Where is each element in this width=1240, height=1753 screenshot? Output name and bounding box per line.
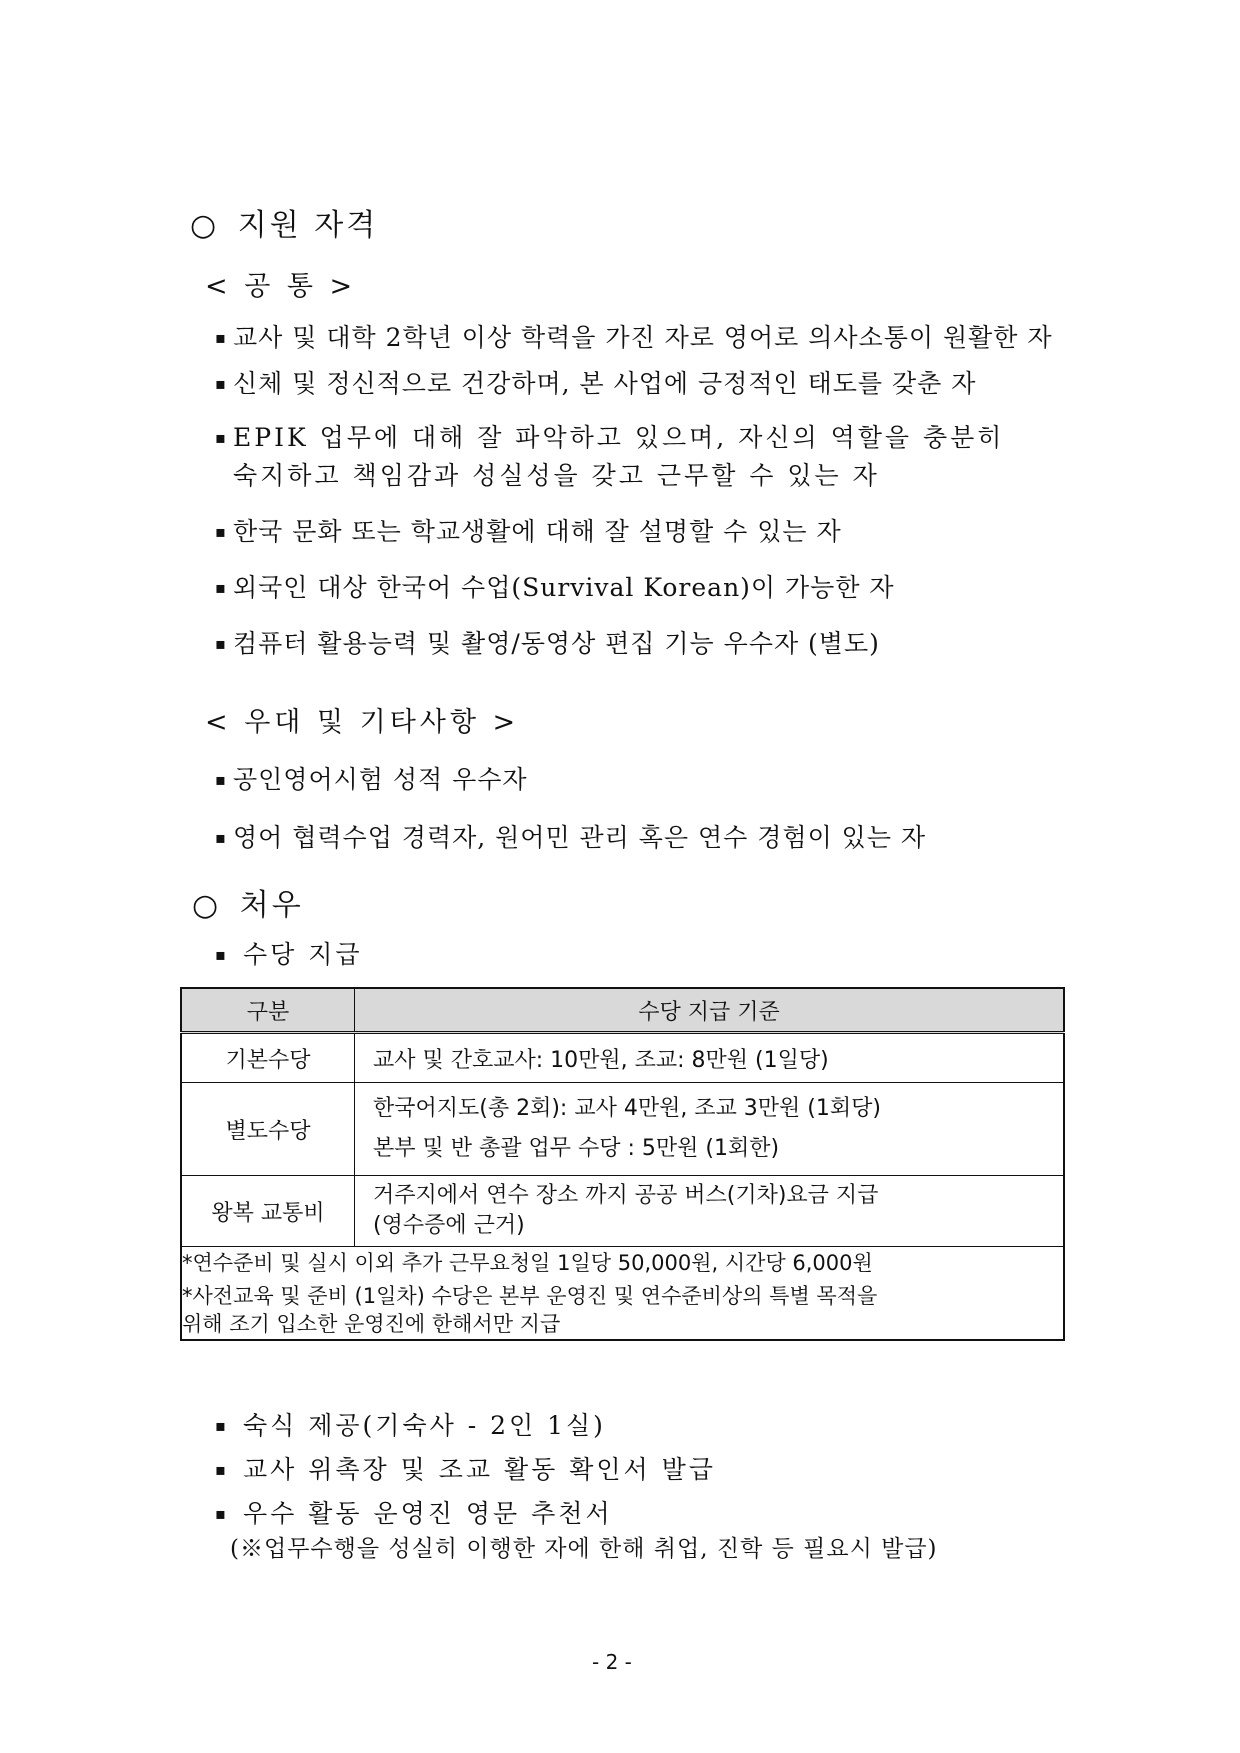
square-bullet-icon: ▪ <box>215 374 227 393</box>
section-heading-qualification <box>190 200 378 244</box>
list-item: ▪ 공인영어시험 성적 우수자 <box>215 765 528 794</box>
table-notes: *연수준비 및 실시 이외 추가 근무요청일 1일당 50,000원, 시간당 6,000원 *사전교육 및 준비 (1일차) 수당은 본부 운영진 및 연수준비상의 특별 목적을 위해 조기 입소한 운영진에 한해서만 지급 <box>181 1247 1064 1341</box>
table-notes-row <box>181 1247 1064 1341</box>
square-bullet-icon: ▪ <box>215 428 229 447</box>
list-item: ▪ 교사 위촉장 및 조교 활동 확인서 발급 <box>215 1455 716 1484</box>
list-item: ▪ 우수 활동 운영진 영문 추천서 <box>215 1499 613 1528</box>
section-title: 처우 <box>239 888 304 923</box>
list-item: ▪ EPIK 업무에 대해 잘 파악하고 있으며, 자신의 역할을 충분히 <box>215 423 1005 452</box>
list-item-continuation: 숙지하고 책임감과 성실성을 갖고 근무할 수 있는 자 <box>233 461 880 490</box>
square-bullet-icon: ▪ <box>215 828 227 847</box>
list-item: ▪ 외국인 대상 한국어 수업(Survival Korean)이 가능한 자 <box>215 573 895 602</box>
section-heading-benefits <box>192 880 304 924</box>
table-header-criteria: 수당 지급 기준 <box>355 988 1065 1033</box>
table-row <box>181 1033 1064 1083</box>
list-item: ▪ 컴퓨터 활용능력 및 촬영/동영상 편집 기능 우수자 (별도) <box>215 629 880 658</box>
square-bullet-icon: ▪ <box>215 945 229 964</box>
row-value: 교사 및 간호교사: 10만원, 조교: 8만원 (1일당) <box>355 1033 1065 1083</box>
list-item: ▪ 교사 및 대학 2학년 이상 학력을 가진 자로 영어로 의사소통이 원활한 자 <box>215 323 1053 352</box>
list-item: ▪ 수당 지급 <box>215 940 363 969</box>
square-bullet-icon: ▪ <box>215 1460 229 1479</box>
row-label: 별도수당 <box>181 1083 355 1176</box>
square-bullet-icon: ▪ <box>215 578 227 597</box>
common-heading: < 공 통 > <box>205 271 357 302</box>
page-number: - 2 - <box>592 1650 632 1674</box>
row-value: 거주지에서 연수 장소 까지 공공 버스(기차)요금 지급 (영수증에 근거) <box>355 1176 1065 1247</box>
square-bullet-icon: ▪ <box>215 770 227 789</box>
table-row <box>181 1083 1064 1176</box>
square-bullet-icon: ▪ <box>215 522 227 541</box>
table-row <box>181 1176 1064 1247</box>
square-bullet-icon: ▪ <box>215 328 227 347</box>
list-item: ▪ 신체 및 정신적으로 건강하며, 본 사업에 긍정적인 태도를 갖춘 자 <box>215 369 977 398</box>
circle-marker-icon: ○ <box>192 888 222 923</box>
square-bullet-icon: ▪ <box>215 1416 229 1435</box>
list-item: ▪ 영어 협력수업 경력자, 원어민 관리 혹은 연수 경험이 있는 자 <box>215 823 927 852</box>
footnote: (※업무수행을 성실히 이행한 자에 한해 취업, 진학 등 필요시 발급) <box>230 1536 938 1562</box>
circle-marker-icon: ○ <box>190 208 220 243</box>
section-title: 지원 자격 <box>237 208 379 243</box>
table-header-row <box>181 988 1064 1033</box>
row-value: 한국어지도(총 2회): 교사 4만원, 조교 3만원 (1회당) 본부 및 반 총괄 업무 수당 : 5만원 (1회한) <box>355 1083 1065 1176</box>
list-item: ▪ 한국 문화 또는 학교생활에 대해 잘 설명할 수 있는 자 <box>215 517 842 546</box>
square-bullet-icon: ▪ <box>215 1504 229 1523</box>
row-label: 기본수당 <box>181 1033 355 1083</box>
table-header-category: 구분 <box>181 988 355 1033</box>
list-item: ▪ 숙식 제공(기숙사 - 2인 1실) <box>215 1411 606 1440</box>
allowance-table <box>180 987 1065 1341</box>
preferred-heading: < 우대 및 기타사항 > <box>205 707 520 738</box>
square-bullet-icon: ▪ <box>215 634 227 653</box>
row-label: 왕복 교통비 <box>181 1176 355 1247</box>
